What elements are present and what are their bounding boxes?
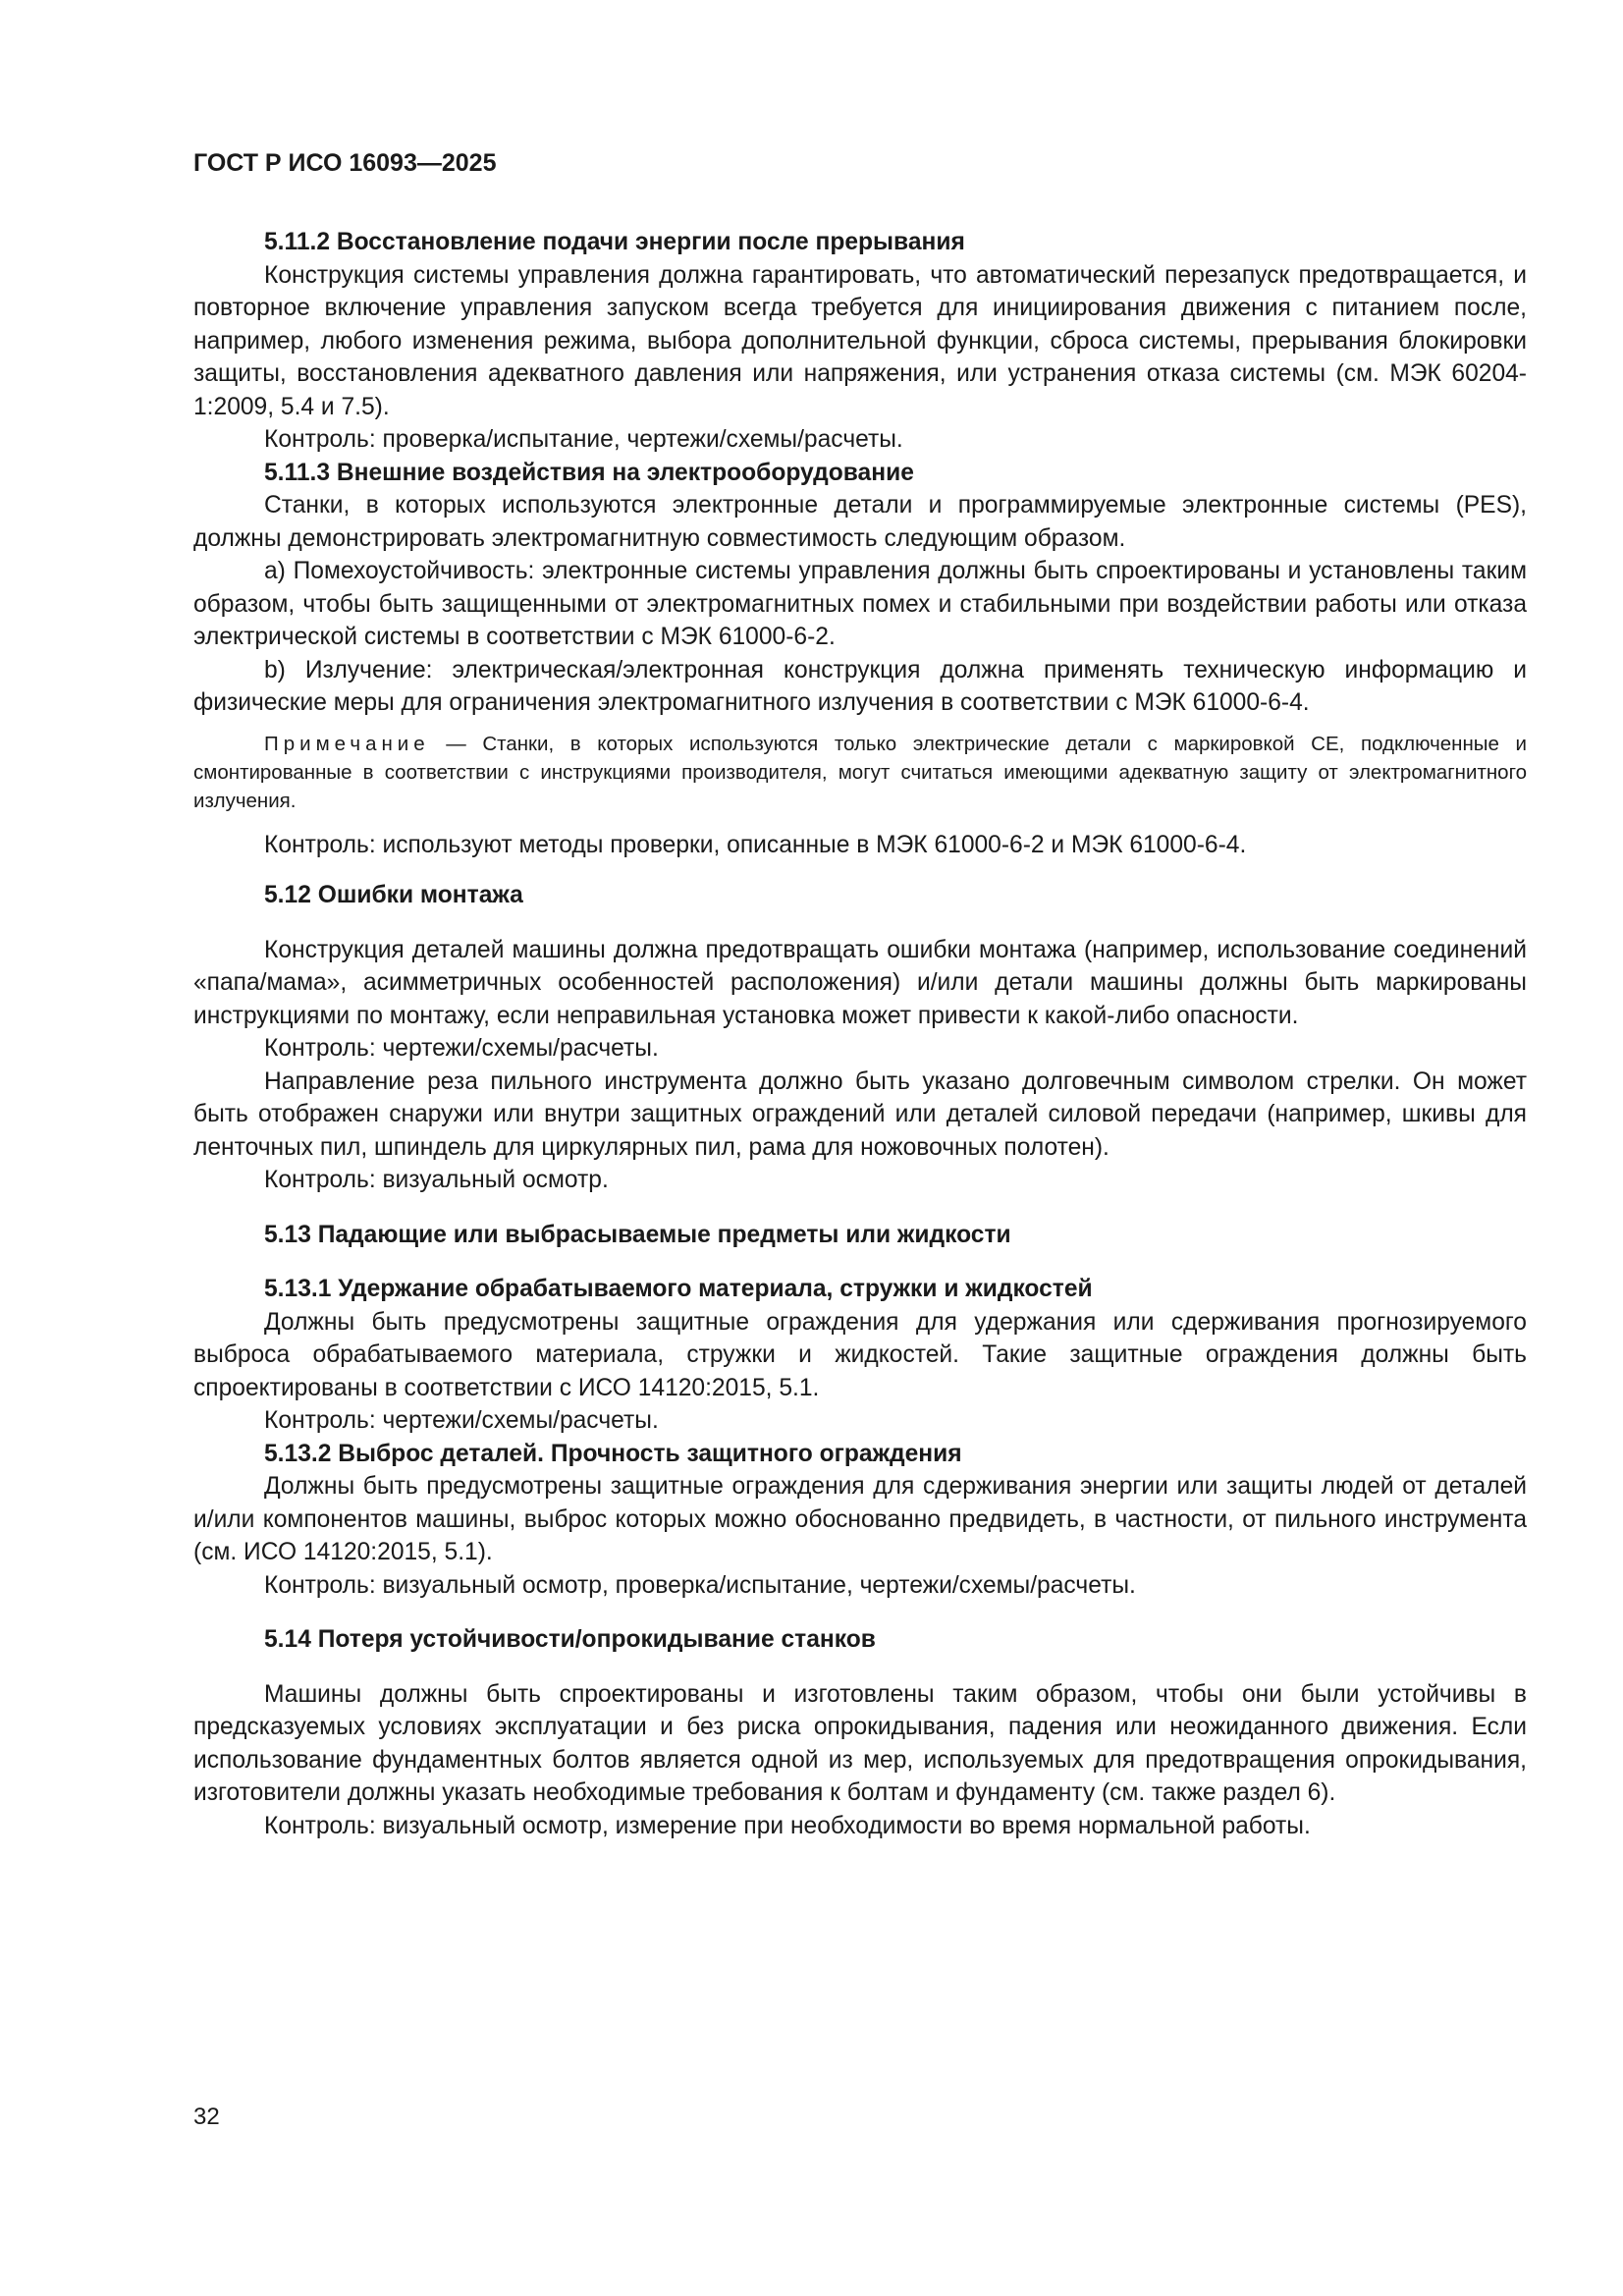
list-item-a: a) Помехоустойчивость: электронные системы управления должны быть спроектированы и установлены таким образом, чтобы быть защищенными от электромагнитных помех и стабильными при воздействии работы или отказа электрической системы в соответствии с МЭК 61000-6-2. (193, 558, 1527, 650)
control-line: Контроль: чертежи/схемы/расчеты. (264, 1035, 659, 1062)
document-header: ГОСТ Р ИСО 16093—2025 (193, 149, 497, 177)
section-title-5-13: 5.13 Падающие или выбрасываемые предметы или жидкости (264, 1221, 1011, 1248)
control-line: Контроль: проверка/испытание, чертежи/схемы/расчеты. (264, 426, 903, 453)
section-title-5-11-2: 5.11.2 Восстановление подачи энергии после прерывания (264, 229, 965, 255)
control-line: Контроль: визуальный осмотр. (264, 1167, 609, 1193)
paragraph: Направление реза пильного инструмента должно быть указано долговечным символом стрелки. Он может быть отображен снаружи или внутри защитных ограждений или деталей силовой передачи (например, шкивы для ленточных пил, шпиндель для циркулярных пил, рама для ножовочных полотен). (193, 1067, 1527, 1161)
control-line: Контроль: используют методы проверки, описанные в МЭК 61000-6-2 и МЭК 61000-6-4. (264, 831, 1247, 858)
note (193, 730, 1527, 815)
section-title-5-13-1: 5.13.1 Удержание обрабатываемого материала, стружки и жидкостей (264, 1276, 1093, 1302)
paragraph: Должны быть предусмотрены защитные ограждения для удержания или сдерживания прогнозируемого выброса обрабатываемого материала, стружки и жидкостей. Такие защитные ограждения должны быть спроектированы в соответствии с ИСО 14120:2015, 5.1. (193, 1308, 1527, 1401)
section-title-5-11-3: 5.11.3 Внешние воздействия на электрооборудование (264, 459, 914, 486)
paragraph: Станки, в которых используются электронные детали и программируемые электронные системы (PES), должны демонстрировать электромагнитную совместимость следующим образом. (193, 492, 1527, 552)
control-line: Контроль: чертежи/схемы/расчеты. (264, 1407, 659, 1434)
section-title-5-12: 5.12 Ошибки монтажа (264, 882, 523, 908)
paragraph: Конструкция деталей машины должна предотвращать ошибки монтажа (например, использование соединений «папа/мама», асимметричных особенностей расположения) и/или детали машины должны быть маркированы инструкциями по монтажу, если неправильная установка может привести к какой-либо опасности. (193, 936, 1527, 1029)
note-text: — Станки, в которых используются только электрические детали с маркировкой CE, подключенные и смонтированные в соответствии с инструкциями производителя, могут считаться имеющими адекватную защиту от электромагнитного излучения. (193, 732, 1527, 812)
paragraph: Должны быть предусмотрены защитные ограждения для сдерживания энергии или защиты людей от деталей и/или компонентов машины, выброс которых можно обоснованно предвидеть, в частности, от пильного инструмента (см. ИСО 14120:2015, 5.1). (193, 1473, 1527, 1565)
note-label: Примечание (264, 732, 430, 755)
section-title-5-13-2: 5.13.2 Выброс деталей. Прочность защитного ограждения (264, 1440, 962, 1467)
section-title-5-14: 5.14 Потеря устойчивости/опрокидывание станков (264, 1626, 876, 1653)
control-line: Контроль: визуальный осмотр, измерение при необходимости во время нормальной работы. (264, 1812, 1311, 1839)
control-line: Контроль: визуальный осмотр, проверка/испытание, чертежи/схемы/расчеты. (264, 1571, 1136, 1599)
page-number: 32 (193, 2104, 220, 2130)
document-body (193, 226, 1527, 1842)
list-item-b: b) Излучение: электрическая/электронная конструкция должна применять техническую информацию и физические меры для ограничения электромагнитного излучения в соответствии с МЭК 61000-6-4. (193, 656, 1527, 716)
paragraph: Конструкция системы управления должна гарантировать, что автоматический перезапуск предотвращается, и повторное включение управления запуском всегда требуется для инициирования движения с питанием после, например, любого изменения режима, выбора дополнительной функции, сброса системы, прерывания блокировки защиты, восстановления адекватного давления или напряжения, или устранения отказа системы (см. МЭК 60204-1:2009, 5.4 и 7.5). (193, 261, 1527, 420)
paragraph: Машины должны быть спроектированы и изготовлены таким образом, чтобы они были устойчивы в предсказуемых условиях эксплуатации и без риска опрокидывания, падения или неожиданного движения. Если использование фундаментных болтов является одной из мер, используемых для предотвращения опрокидывания, изготовители должны указать необходимые требования к болтам и фундаменту (см. также раздел 6). (193, 1680, 1527, 1806)
